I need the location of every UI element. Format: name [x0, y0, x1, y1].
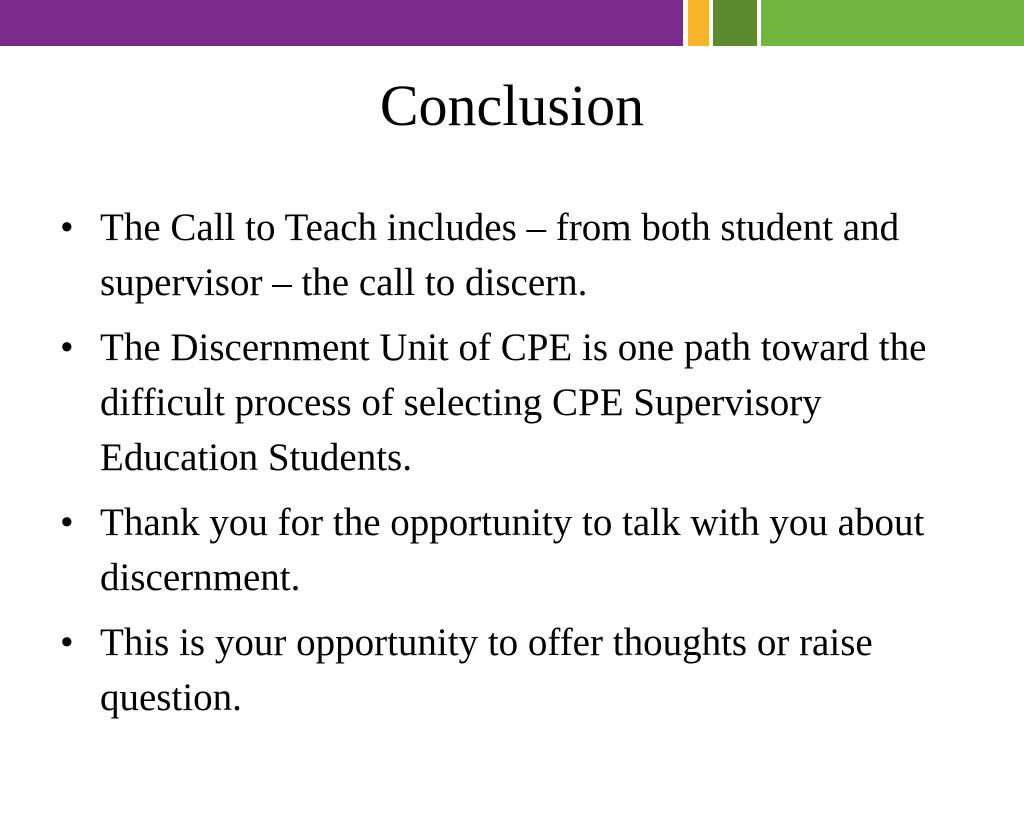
bullet-text: Thank you for the opportunity to talk with you about discernment. [100, 501, 925, 599]
bullet-item [56, 495, 976, 605]
bullet-item [56, 615, 976, 725]
bar-segment-orange [688, 0, 709, 46]
bar-segment-green [761, 0, 1024, 46]
bullet-text: The Discernment Unit of CPE is one path toward the difficult process of selecting CPE Supervisory Education Students. [100, 326, 927, 479]
bullet-text: The Call to Teach includes – from both student and supervisor – the call to discern. [100, 206, 900, 304]
bullet-item [56, 200, 976, 310]
bullet-item [56, 320, 976, 485]
bar-segment-dark-green [713, 0, 757, 46]
bullet-list [56, 200, 976, 735]
bullet-icon: • [60, 326, 74, 369]
bar-segment-purple [0, 0, 683, 46]
slide-title: Conclusion [379, 73, 645, 138]
bullet-icon: • [60, 501, 74, 544]
bullet-text: This is your opportunity to offer thoughts or raise question. [100, 621, 873, 719]
bullet-icon: • [60, 621, 74, 664]
top-color-bar [0, 0, 1024, 46]
bullet-icon: • [60, 206, 74, 249]
